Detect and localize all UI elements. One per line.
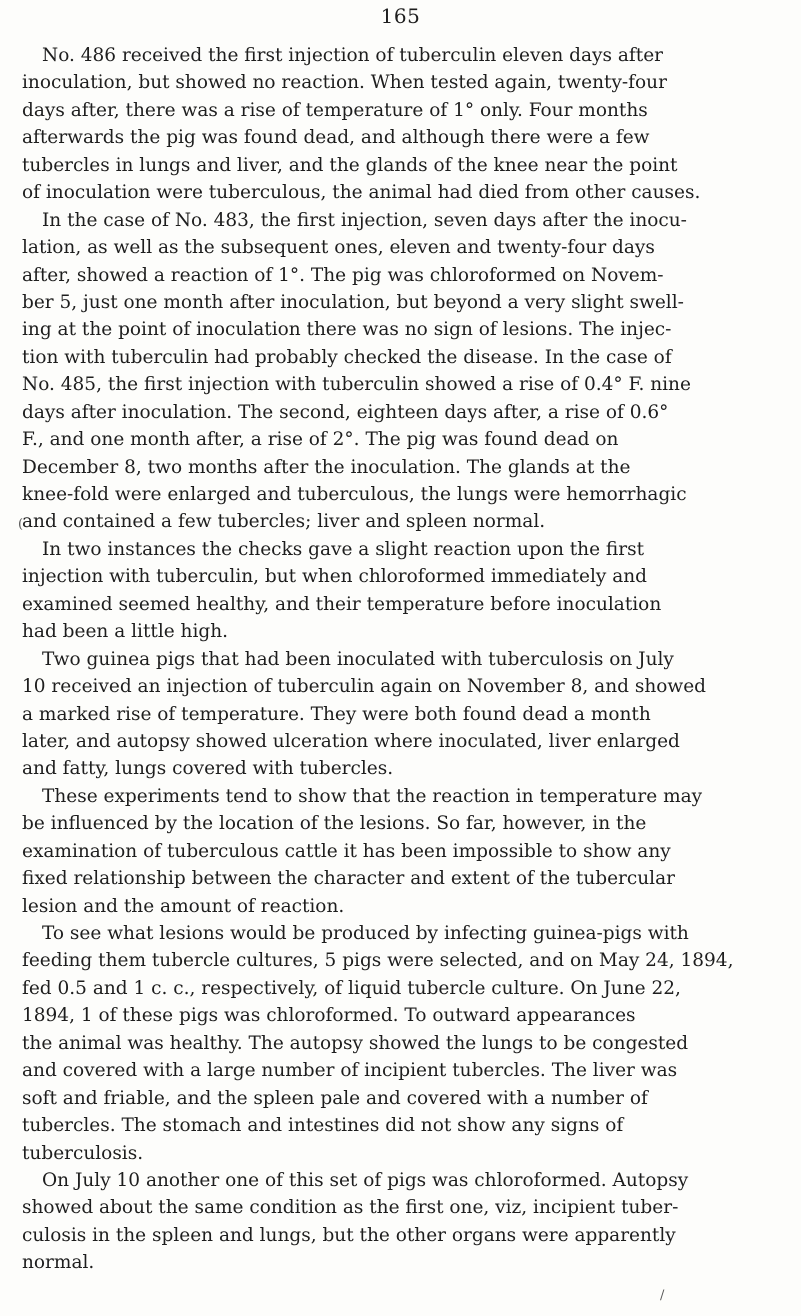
text-line: On July 10 another one of this set of pigs was chloroformed. Autopsy: [42, 1169, 689, 1191]
stray-mark: /: [660, 1288, 665, 1303]
text-line: fed 0.5 and 1 c. c., respectively, of liquid tubercle culture. On June 22,: [22, 977, 681, 999]
text-line: These experiments tend to show that the reaction in temperature may: [42, 785, 703, 807]
text-line: fixed relationship between the character and extent of the tubercular: [22, 868, 675, 890]
text-line: To see what lesions would be produced by infecting guinea-pigs with: [42, 923, 689, 944]
text-line: afterwards the pig was found dead, and although there were a few: [22, 127, 650, 149]
text-line: In the case of No. 483, the first injection, seven days after the inocu-: [42, 209, 687, 231]
text-line: days after inoculation. The second, eighteen days after, a rise of 0.6°: [22, 401, 669, 423]
text-line: after, showed a reaction of 1°. The pig was chloroformed on Novem-: [22, 264, 664, 286]
text-line: 10 received an injection of tuberculin again on November 8, and showed: [22, 676, 707, 698]
text-line: and covered with a large number of incipient tubercles. The liver was: [22, 1060, 678, 1082]
text-line: tuberculosis.: [22, 1142, 144, 1164]
text-line: No. 486 received the first injection of tuberculin eleven days after: [42, 45, 663, 66]
text-line: F., and one month after, a rise of 2°. The pig was found dead on: [22, 429, 619, 451]
text-line: injection with tuberculin, but when chloroformed immediately and: [22, 566, 647, 588]
text-line: had been a little high.: [22, 621, 229, 643]
text-line: days after, there was a rise of temperature of 1° only. Four months: [22, 99, 648, 121]
text-line: and fatty, lungs covered with tubercles.: [22, 758, 394, 780]
stray-mark: (: [18, 517, 24, 532]
text-line: December 8, two months after the inoculation. The glands at the: [22, 456, 631, 478]
text-line: ber 5, just one month after inoculation, but beyond a very slight swell-: [22, 291, 684, 313]
text-line: tion with tuberculin had probably checked the disease. In the case of: [22, 346, 672, 368]
text-line: soft and friable, and the spleen pale and covered with a number of: [22, 1087, 648, 1109]
text-line: In two instances the checks gave a slight reaction upon the first: [42, 538, 645, 560]
text-line: normal.: [22, 1252, 95, 1274]
body-text: [22, 42, 777, 1277]
page-number: 165: [380, 4, 421, 28]
text-line: examination of tuberculous cattle it has been impossible to show any: [22, 840, 671, 862]
text-line: culosis in the spleen and lungs, but the other organs were apparently: [22, 1224, 676, 1246]
text-line: lation, as well as the subsequent ones, eleven and twenty-four days: [22, 237, 655, 259]
text-line: the animal was healthy. The autopsy showed the lungs to be congested: [22, 1032, 689, 1054]
text-line: a marked rise of temperature. They were both found dead a month: [22, 703, 651, 725]
text-line: and contained a few tubercles; liver and spleen normal.: [22, 511, 546, 533]
text-line: Two guinea pigs that had been inoculated with tuberculosis on July: [42, 648, 674, 670]
text-line: examined seemed healthy, and their temperature before inoculation: [22, 593, 662, 615]
text-line: ing at the point of inoculation there was no sign of lesions. The injec-: [22, 319, 672, 341]
text-line: knee-fold were enlarged and tuberculous, the lungs were hemorrhagic: [22, 484, 687, 505]
text-line: of inoculation were tuberculous, the animal had died from other causes.: [22, 182, 701, 204]
text-line: 1894, 1 of these pigs was chloroformed. To outward appearances: [22, 1005, 636, 1027]
text-line: showed about the same condition as the first one, viz, incipient tuber-: [22, 1197, 679, 1219]
text-line: later, and autopsy showed ulceration where inoculated, liver enlarged: [22, 730, 680, 752]
text-line: tubercles. The stomach and intestines did not show any signs of: [22, 1115, 624, 1137]
text-line: inoculation, but showed no reaction. When tested again, twenty-four: [22, 72, 667, 94]
text-line: lesion and the amount of reaction.: [22, 895, 345, 917]
text-line: tubercles in lungs and liver, and the glands of the knee near the point: [22, 154, 678, 176]
text-line: be influenced by the location of the lesions. So far, however, in the: [22, 813, 647, 835]
text-line: feeding them tubercle cultures, 5 pigs were selected, and on May 24, 1894,: [22, 950, 734, 972]
text-line: No. 485, the first injection with tuberculin showed a rise of 0.4° F. nine: [22, 374, 691, 396]
